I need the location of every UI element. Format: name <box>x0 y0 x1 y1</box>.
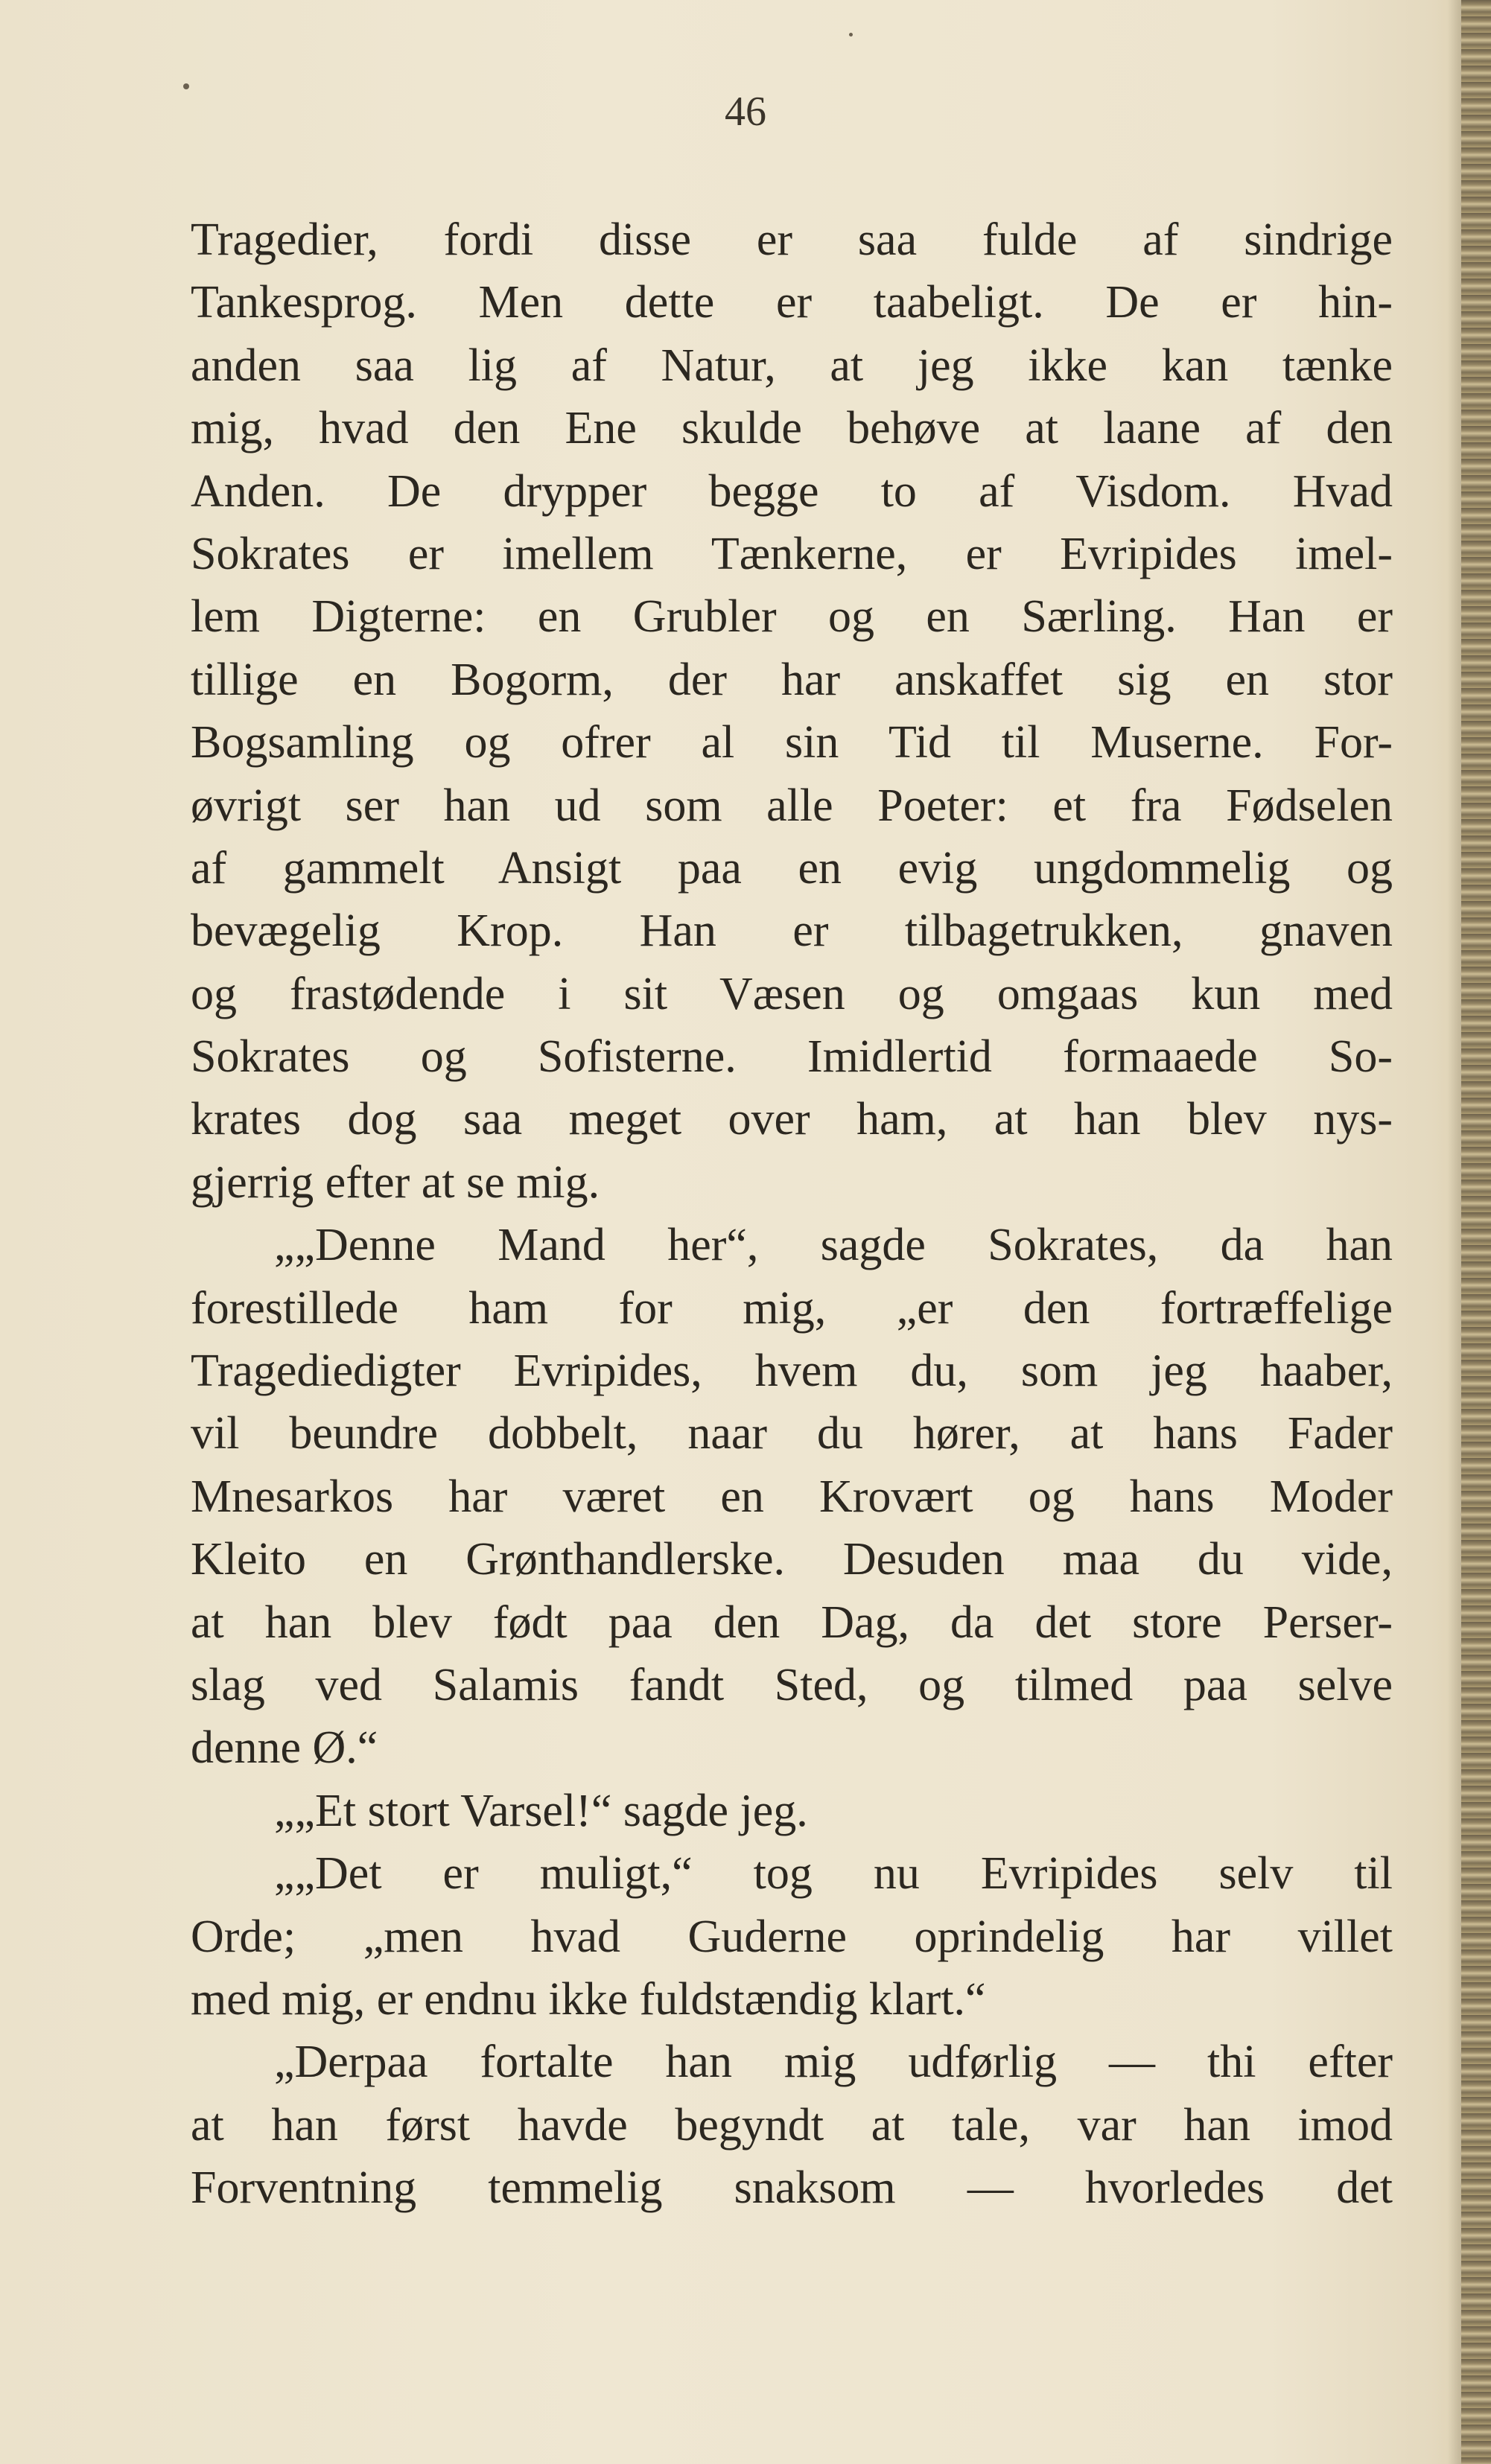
text-line: forestillede ham for mig, „er den fortræffelige <box>191 1282 1393 1334</box>
page-number: 46 <box>725 89 766 135</box>
text-line: „Derpaa fortalte han mig udførlig — thi efter <box>274 2037 1393 2088</box>
text-line: at han blev født paa den Dag, da det store Perser- <box>191 1596 1393 1648</box>
text-line: Orde; „men hvad Guderne oprindelig har villet <box>191 1911 1393 1962</box>
body-text <box>191 208 1393 2220</box>
text-line: at han først havde begyndt at tale, var han imod <box>191 2099 1393 2151</box>
text-line: „„Et stort Varsel!“ sagde jeg. <box>274 1785 808 1836</box>
text-line: Kleito en Grønthandlerske. Desuden maa du vide, <box>191 1534 1393 1585</box>
text-line: af gammelt Ansigt paa en evig ungdommelig og <box>191 842 1393 894</box>
text-line: Forventning temmelig snaksom — hvorledes det <box>191 2162 1393 2214</box>
text-line: Tragediedigter Evripides, hvem du, som jeg haaber, <box>191 1346 1393 1397</box>
text-line: anden saa lig af Natur, at jeg ikke kan tænke <box>191 340 1393 391</box>
text-line: mig, hvad den Ene skulde behøve at laane af den <box>191 403 1393 454</box>
text-line: gjerrig efter at se mig. <box>191 1156 600 1208</box>
text-line: Bogsamling og ofrer al sin Tid til Muserne. For- <box>191 717 1393 768</box>
ink-speck <box>849 33 853 36</box>
text-line: med mig, er endnu ikke fuldstændig klart.“ <box>191 1973 986 2025</box>
text-line: „„Det er muligt,“ tog nu Evripides selv til <box>274 1848 1393 1900</box>
page-edge <box>1461 0 1491 2464</box>
text-line: Tankesprog. Men dette er taabeligt. De er hin- <box>191 277 1393 328</box>
text-line: slag ved Salamis fandt Sted, og tilmed paa selve <box>191 1659 1393 1710</box>
text-line: Mnesarkos har været en Krovært og hans Moder <box>191 1471 1393 1522</box>
text-line: Sokrates er imellem Tænkerne, er Evripides imel- <box>191 528 1393 579</box>
text-line: Sokrates og Sofisterne. Imidlertid formaaede So- <box>191 1031 1393 1083</box>
text-line: og frastødende i sit Væsen og omgaas kun med <box>191 968 1393 1019</box>
text-line: krates dog saa meget over ham, at han blev nys- <box>191 1094 1393 1145</box>
text-line: lem Digterne: en Grubler og en Særling. Han er <box>191 591 1393 643</box>
page-gutter-shadow <box>1448 0 1461 2464</box>
text-line: vil beundre dobbelt, naar du hører, at hans Fader <box>191 1408 1393 1459</box>
text-line: denne Ø.“ <box>191 1722 378 1774</box>
text-line: Anden. De drypper begge to af Visdom. Hvad <box>191 465 1393 517</box>
text-line: øvrigt ser han ud som alle Poeter: et fra Fødselen <box>191 780 1393 831</box>
text-line: tillige en Bogorm, der har anskaffet sig en stor <box>191 654 1393 705</box>
text-line: Tragedier, fordi disse er saa fulde af sindrige <box>191 214 1393 265</box>
text-line: „„Denne Mand her“, sagde Sokrates, da han <box>274 1220 1393 1271</box>
text-line: bevægelig Krop. Han er tilbagetrukken, gnaven <box>191 905 1393 957</box>
